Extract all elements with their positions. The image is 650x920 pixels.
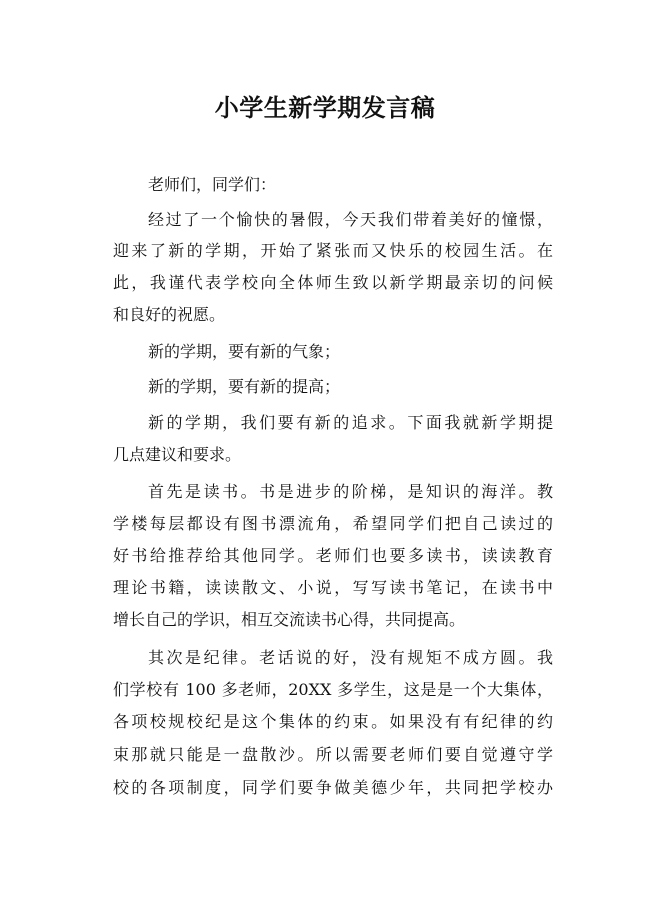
document-title: 小学生新学期发言稿 — [214, 94, 436, 122]
body-line: 其次是纪律。老话说的好，没有规矩不成方圆。我 — [148, 648, 553, 667]
body-line: 理论书籍，读读散文、小说，写写读书笔记，在读书中 — [113, 578, 553, 597]
body-line: 新的学期，我们要有新的追求。下面我就新学期提 — [148, 413, 553, 432]
body-line: 新的学期，要有新的气象； — [148, 342, 341, 361]
body-line: 束那就只能是一盘散沙。所以需要老师们要自觉遵守学 — [113, 745, 553, 764]
body-line: 新的学期，要有新的提高； — [148, 377, 341, 396]
body-line: 几点建议和要求。 — [113, 445, 242, 464]
body-line: 学楼每层都设有图书漂流角，希望同学们把自己读过的 — [113, 514, 553, 533]
body-line: 好书给推荐给其他同学。老师们也要多读书，读读教育 — [113, 546, 553, 565]
body-line: 迎来了新的学期，开始了紧张而又快乐的校园生活。在 — [113, 241, 553, 260]
salutation-line: 老师们，同学们： — [148, 175, 277, 194]
body-line: 增长自己的学识，相互交流读书心得，共同提高。 — [113, 610, 466, 629]
body-line: 们学校有 100 多老师，20XX 多学生，这是是一个大集体， — [113, 680, 553, 699]
body-line: 校的各项制度，同学们要争做美德少年，共同把学校办 — [113, 778, 553, 797]
body-line: 此，我谨代表学校向全体师生致以新学期最亲切的问候 — [113, 273, 553, 292]
body-line: 各项校规校纪是这个集体的约束。如果没有有纪律的约 — [113, 712, 553, 731]
body-line: 首先是读书。书是进步的阶梯，是知识的海洋。教 — [148, 482, 553, 501]
body-line: 和良好的祝愿。 — [113, 305, 226, 324]
body-line: 经过了一个愉快的暑假，今天我们带着美好的憧憬， — [148, 210, 553, 229]
